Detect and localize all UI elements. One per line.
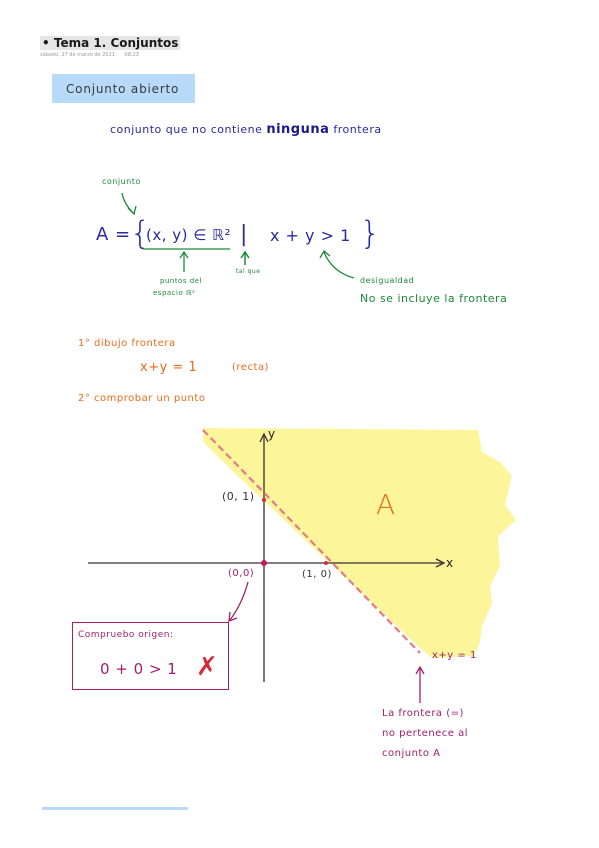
page-title: • Tema 1. Conjuntos bbox=[42, 36, 179, 50]
section-label: Conjunto abierto bbox=[66, 82, 180, 96]
frontier-label: x+y = 1 bbox=[432, 650, 477, 661]
page-time: 08:23 bbox=[124, 52, 139, 58]
step-1-equation: x+y = 1 bbox=[140, 360, 198, 375]
bottom-divider bbox=[42, 807, 188, 810]
region-label: A bbox=[376, 488, 396, 521]
annotation-tal-que: tal que bbox=[236, 268, 261, 275]
annotation-desigualdad: desigualdad bbox=[360, 276, 415, 285]
conclusion-line-2: no pertenece al bbox=[382, 728, 469, 739]
definition-emphasis: ninguna bbox=[266, 122, 330, 137]
check-title: Compruebo origen: bbox=[78, 630, 174, 640]
conclusion-line-1: La frontera (=) bbox=[382, 708, 464, 719]
annotation-no-incluye: No se incluye la frontera bbox=[360, 292, 508, 305]
formula-point: (x, y) ∈ ℝ² bbox=[146, 226, 231, 244]
definition-full: conjunto que no contiene ninguna frontera bbox=[110, 122, 382, 137]
formula-lhs: A = bbox=[96, 224, 131, 245]
point-origin bbox=[261, 560, 267, 566]
annotation-puntos-2: espacio ℝ² bbox=[153, 289, 196, 297]
x-axis-label: x bbox=[446, 556, 454, 570]
formula-bar: | bbox=[240, 222, 248, 247]
arrow-conjunto-head bbox=[128, 206, 136, 214]
page-date: sábado, 27 de marzo de 2021 bbox=[40, 52, 115, 58]
formula-close-brace: } bbox=[360, 214, 381, 252]
step-1: 1° dibujo frontera bbox=[78, 338, 176, 349]
y-axis-label: y bbox=[268, 427, 276, 441]
check-expression: 0 + 0 > 1 bbox=[100, 660, 178, 678]
annotation-puntos-1: puntos del bbox=[160, 277, 202, 285]
formula-open-brace: { bbox=[130, 214, 151, 252]
arrow-desigualdad bbox=[324, 252, 354, 278]
point-1-0 bbox=[324, 561, 328, 565]
arrow-origin-to-box bbox=[230, 582, 248, 620]
point-0-1 bbox=[262, 498, 266, 502]
arrow-conjunto bbox=[122, 193, 134, 214]
step-1-note: (recta) bbox=[232, 362, 269, 373]
region-a bbox=[203, 428, 516, 658]
formula-condition: x + y > 1 bbox=[270, 226, 351, 245]
point-1-0-label: (1, 0) bbox=[302, 569, 332, 580]
point-origin-label: (0,0) bbox=[228, 568, 255, 579]
check-cross-icon: ✗ bbox=[196, 652, 219, 682]
annotation-conjunto: conjunto bbox=[102, 177, 141, 186]
point-0-1-label: (0, 1) bbox=[222, 490, 255, 503]
step-2: 2° comprobar un punto bbox=[78, 393, 206, 404]
conclusion-line-3: conjunto A bbox=[382, 748, 441, 759]
